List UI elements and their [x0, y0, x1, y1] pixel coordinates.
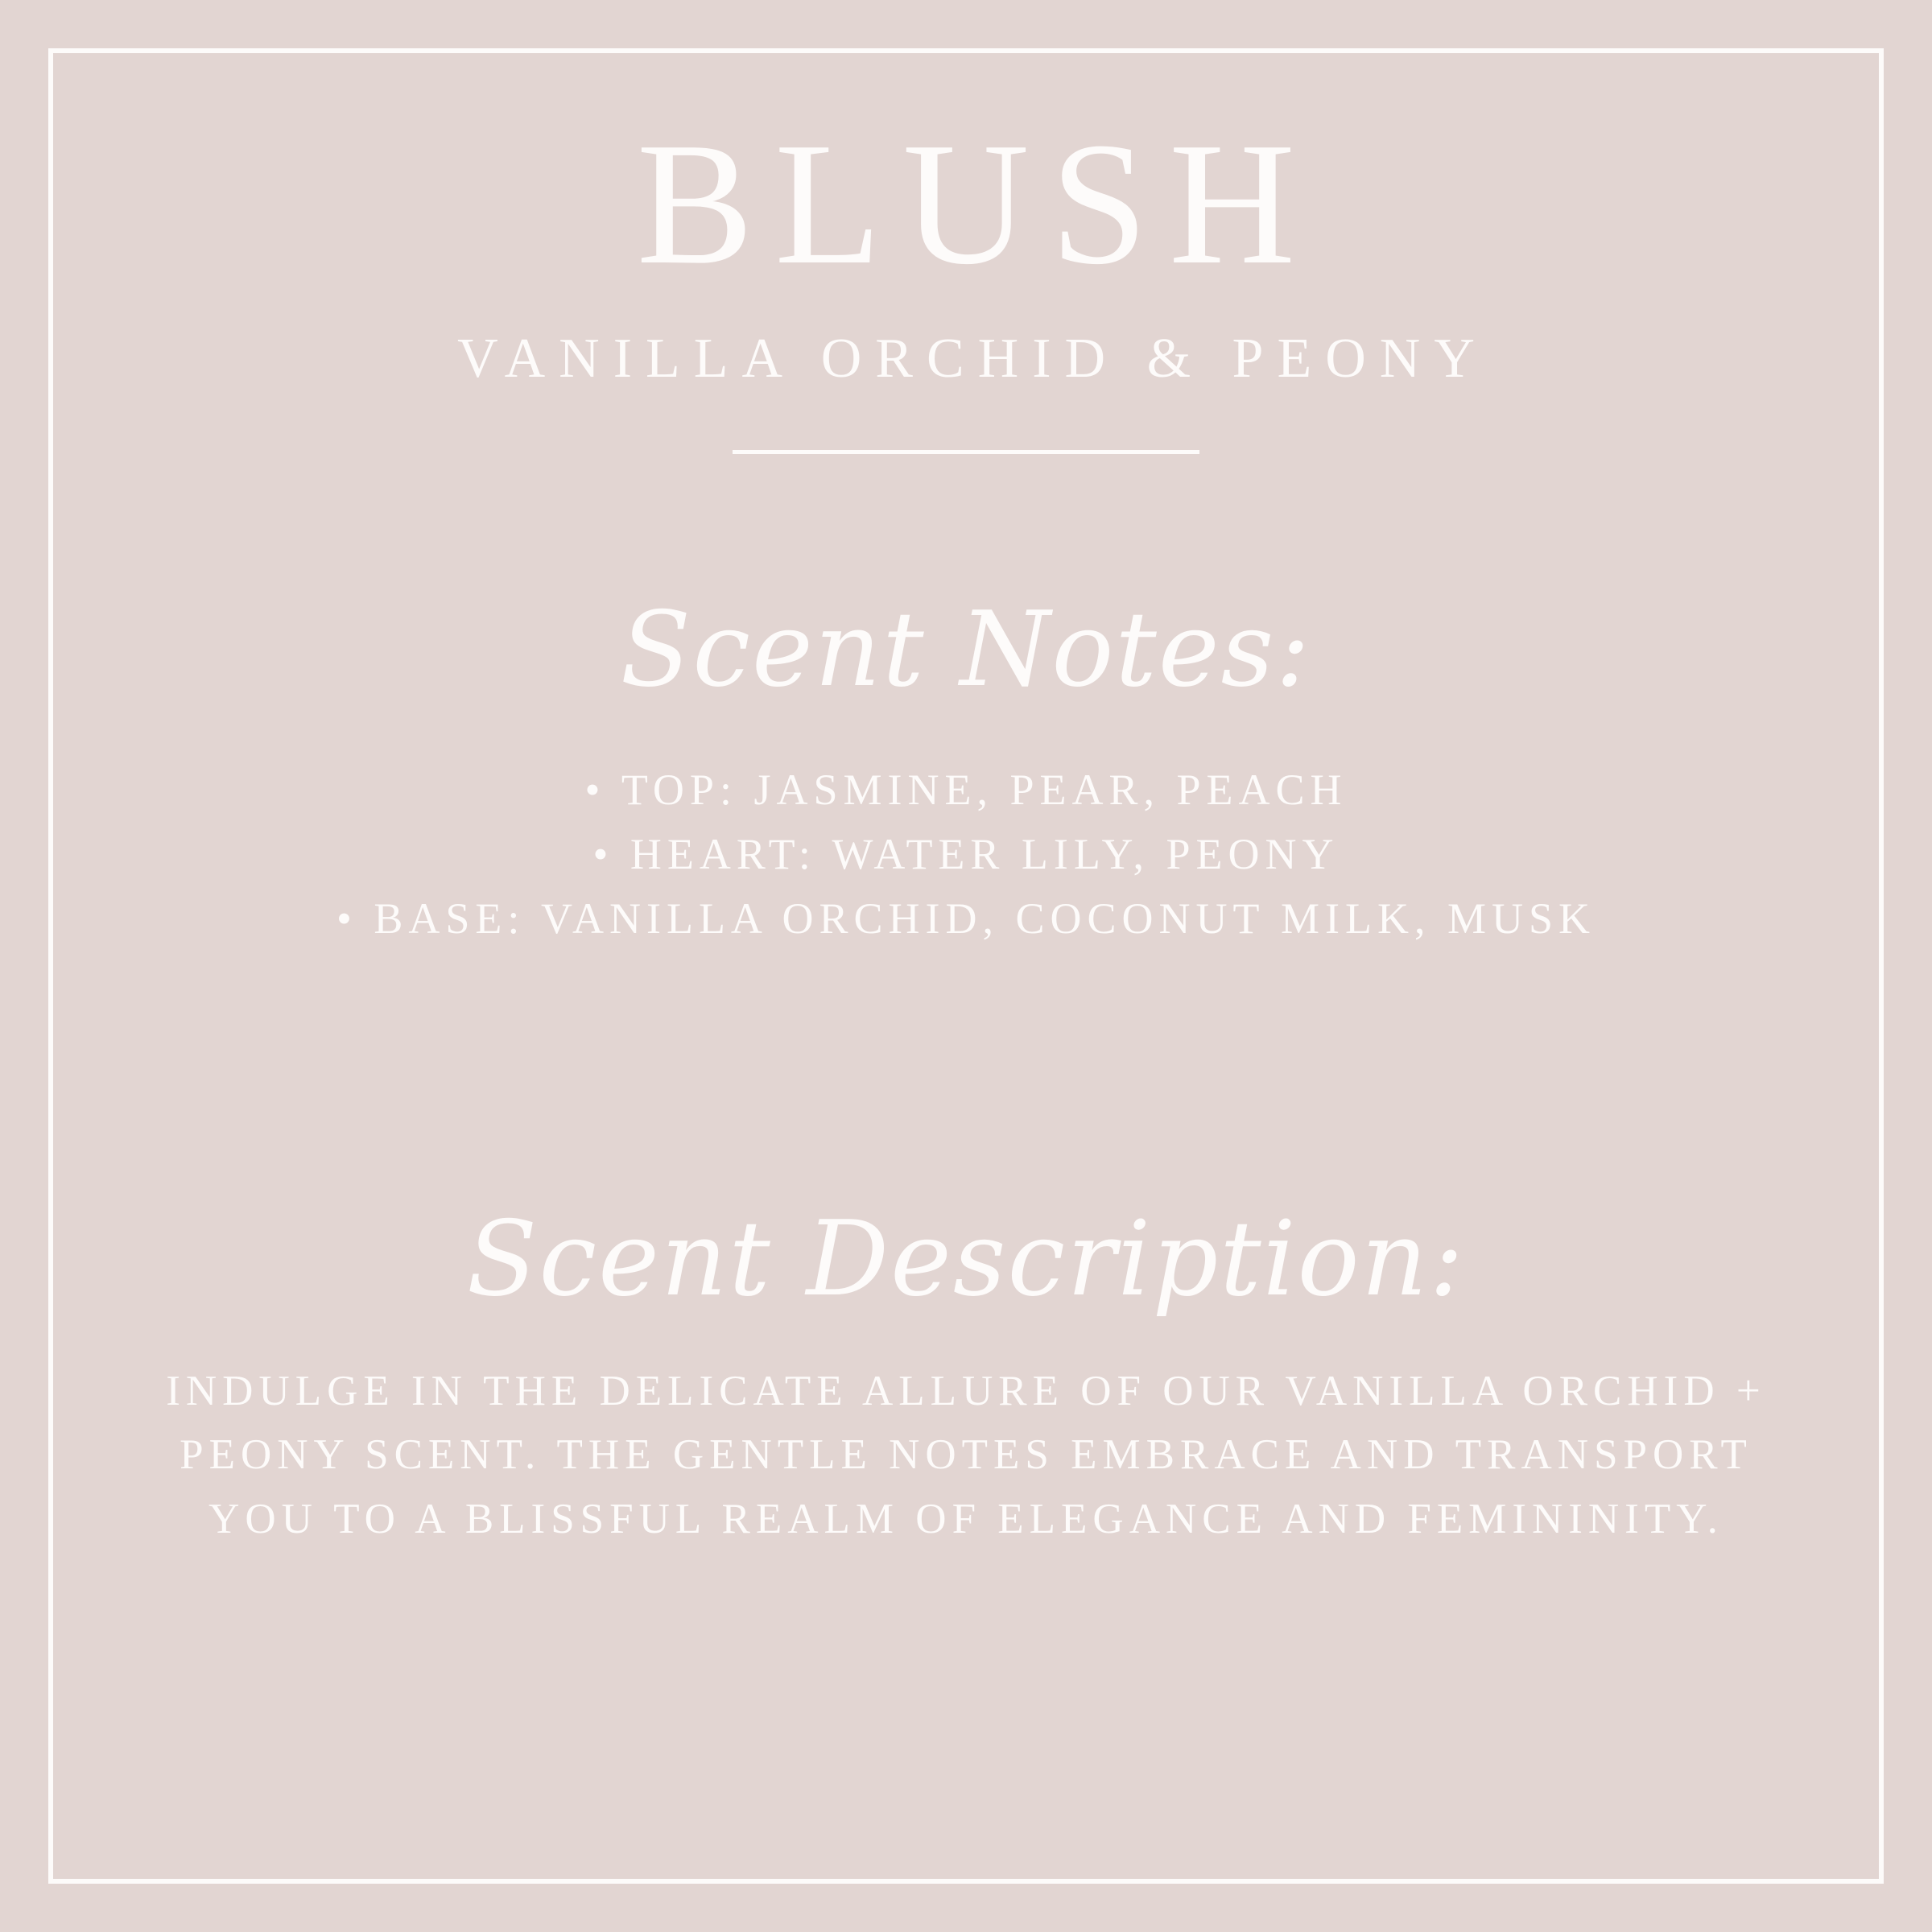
page-subtitle: VANILLA ORCHID & PEONY: [457, 328, 1488, 390]
page-title: BLUSH: [636, 107, 1317, 301]
scent-description-heading: Scent Description:: [466, 1199, 1466, 1319]
scent-description-text: INDULGE IN THE DELICATE ALLURE OF OUR VANILLA ORCHID + PEONY SCENT. THE GENTLE NOTES EMBRACE AND TRANSPORT YOU TO A BLISSFUL REALM OF ELEGANCE AND FEMININITY.: [166, 1367, 1766, 1542]
list-item: • BASE: VANILLA ORCHID, COCONUT MILK, MUSK: [336, 894, 1596, 943]
divider-rule: [733, 450, 1199, 454]
scent-notes-list: [336, 758, 1596, 952]
card-content: [48, 48, 1884, 1884]
list-item: • HEART: WATER LILY, PEONY: [592, 829, 1340, 878]
scent-notes-heading: Scent Notes:: [620, 590, 1312, 710]
list-item: • TOP: JASMINE, PEAR, PEACH: [584, 766, 1348, 814]
